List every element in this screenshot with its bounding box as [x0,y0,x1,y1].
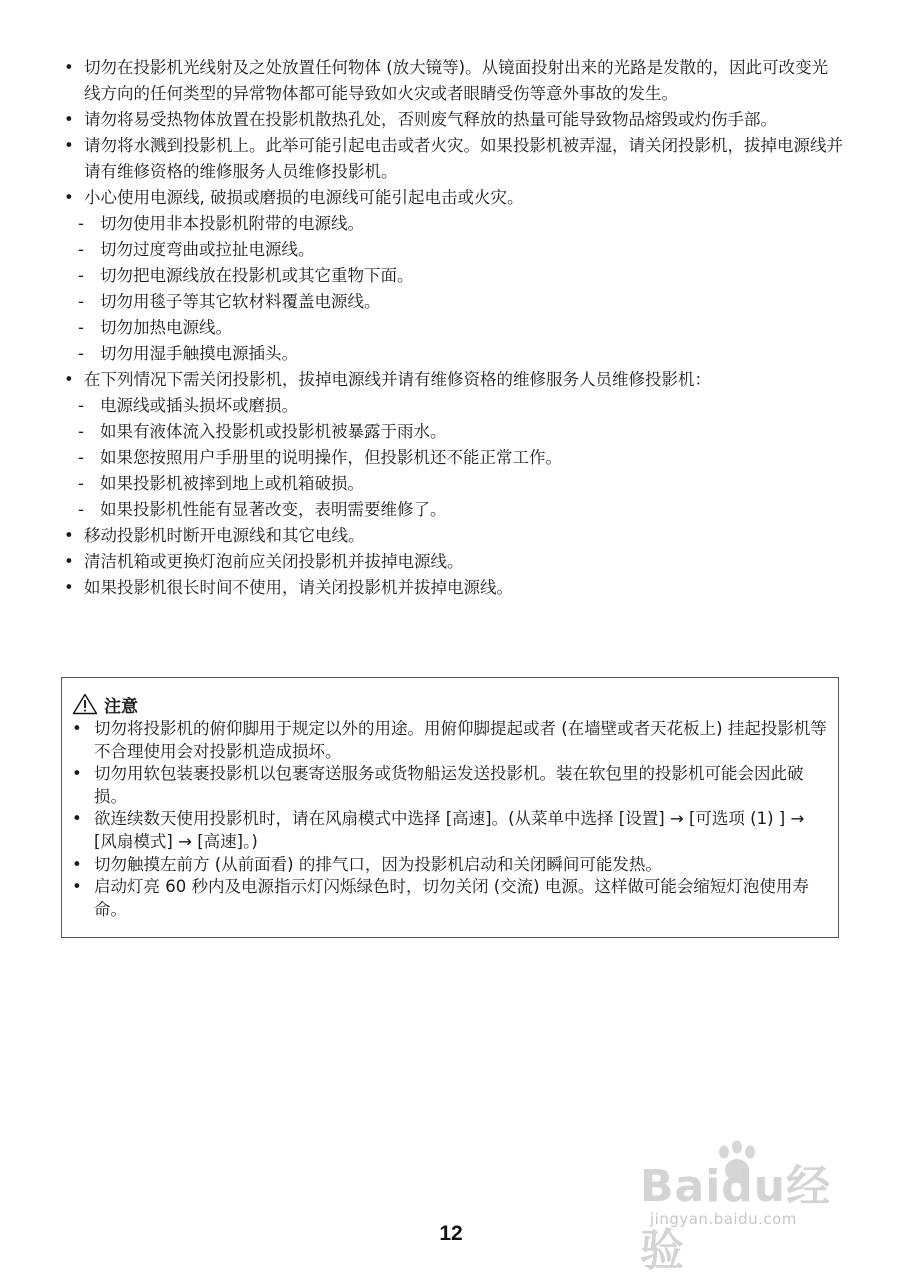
list-item-text: 切勿在投影机光线射及之处放置任何物体 (放大镜等)。从镜面投射出来的光路是发散的，因此可改变光线方向的任何类型的异常物体都可能导致如火灾或者眼睛受伤等意外事故的发生。 [84,58,829,103]
safety-instructions-list [62,55,844,601]
dash: - [78,396,84,415]
caution-item [72,808,828,853]
sub-list-item-text: 切勿过度弯曲或拉扯电源线。 [100,240,315,259]
warning-triangle-icon [72,693,98,715]
sub-list-item [78,237,844,263]
dash: - [78,266,84,285]
bullet: • [64,188,74,207]
sub-list-item-text: 切勿把电源线放在投影机或其它重物下面。 [100,266,414,285]
sub-list-item-text: 切勿用毯子等其它软材料覆盖电源线。 [100,292,381,311]
power-cord-sublist [78,211,844,367]
sub-list-item [78,419,844,445]
list-item [62,549,844,575]
list-item [62,133,844,185]
bullet: • [72,719,82,738]
dash: - [78,448,84,467]
sub-list-item [78,263,844,289]
sub-list-item-text: 切勿使用非本投影机附带的电源线。 [100,214,364,233]
dash: - [78,214,84,233]
bullet: • [64,552,74,571]
list-item-shutdown [62,367,844,523]
sub-list-item [78,497,844,523]
caution-item-text: 启动灯亮 60 秒内及电源指示灯闪烁绿色时，切勿关闭 (交流) 电源。这样做可能会缩短灯泡使用寿命。 [94,877,809,919]
bullet: • [64,370,74,389]
sub-list-item [78,471,844,497]
list-item [62,523,844,549]
list-item [62,575,844,601]
list-item-text: 如果投影机很长时间不使用，请关闭投影机并拔掉电源线。 [84,578,513,597]
bullet: • [64,526,74,545]
caution-item [72,718,828,763]
list-item-text: 小心使用电源线, 破损或磨损的电源线可能引起电击或火灾。 [84,188,524,207]
sub-list-item [78,289,844,315]
caution-item-text: 切勿用软包装裹投影机以包裹寄送服务或货物船运发送投影机。装在软包里的投影机可能会因此破损。 [94,764,804,806]
sub-list-item [78,211,844,237]
sub-list-item-text: 电源线或插头损坏或磨损。 [100,396,298,415]
bullet: • [72,764,82,784]
dash: - [78,344,84,363]
caution-header [72,692,828,716]
bullet: • [64,58,74,77]
sub-list-item [78,393,844,419]
bullet: • [64,136,74,155]
watermark-logo: Baidu经验 [640,1161,832,1276]
dash: - [78,318,84,337]
sub-list-item-text: 切勿用湿手触摸电源插头。 [100,344,298,363]
caution-title: 注意 [104,696,138,717]
bullet: • [72,854,82,874]
caution-item-text: 欲连续数天使用投影机时，请在风扇模式中选择 [高速]。(从菜单中选择 [设置] → [可选项 (1) ] → [风扇模式] → [高速]。) [94,809,805,851]
caution-item-text: 切勿触摸左前方 (从前面看) 的排气口，因为投影机启动和关闭瞬间可能发热。 [94,854,662,874]
dash: - [78,422,84,441]
list-item-text: 请勿将易受热物体放置在投影机散热孔处，否则废气释放的热量可能导致物品熔毁或灼伤手部。 [84,110,777,129]
bullet: • [64,578,74,597]
sub-list-item-text: 如果投影机性能有显著改变，表明需要维修了。 [100,500,447,519]
caution-item [72,854,828,877]
sub-list-item [78,445,844,471]
dash: - [78,500,84,519]
caution-item-text: 切勿将投影机的俯仰脚用于规定以外的用途。用俯仰脚提起或者 (在墙壁或者天花板上) 挂起投影机等不合理使用会对投影机造成损坏。 [94,719,827,761]
shutdown-sublist [78,393,844,523]
bullet: • [64,110,74,129]
caution-item [72,763,828,808]
caution-item [72,876,828,921]
list-item-power-cord [62,185,844,367]
list-item-text: 清洁机箱或更换灯泡前应关闭投影机并拔掉电源线。 [84,552,464,571]
caution-box [61,677,839,938]
list-item-text: 移动投影机时断开电源线和其它电线。 [84,526,365,545]
sub-list-item [78,315,844,341]
bullet: • [72,809,82,829]
dash: - [78,474,84,493]
sub-list-item-text: 如果您按照用户手册里的说明操作，但投影机还不能正常工作。 [100,448,562,467]
list-item [62,107,844,133]
sub-list-item-text: 如果有液体流入投影机或投影机被暴露于雨水。 [100,422,447,441]
sub-list-item-text: 如果投影机被摔到地上或机箱破损。 [100,474,364,493]
list-item-text: 请勿将水溅到投影机上。此举可能引起电击或者火灾。如果投影机被弄湿，请关闭投影机，拔掉电源线并请有维修资格的维修服务人员维修投影机。 [84,136,843,181]
bullet: • [72,877,82,897]
caution-list [72,718,828,921]
list-item-text: 在下列情况下需关闭投影机，拔掉电源线并请有维修资格的维修服务人员维修投影机： [84,370,711,389]
watermark [640,1140,850,1276]
sub-list-item-text: 切勿加热电源线。 [100,318,232,337]
page-number: 12 [439,1222,463,1245]
dash: - [78,240,84,259]
list-item [62,55,844,107]
watermark-url: jingyan.baidu.com [650,1210,797,1228]
sub-list-item [78,341,844,367]
dash: - [78,292,84,311]
